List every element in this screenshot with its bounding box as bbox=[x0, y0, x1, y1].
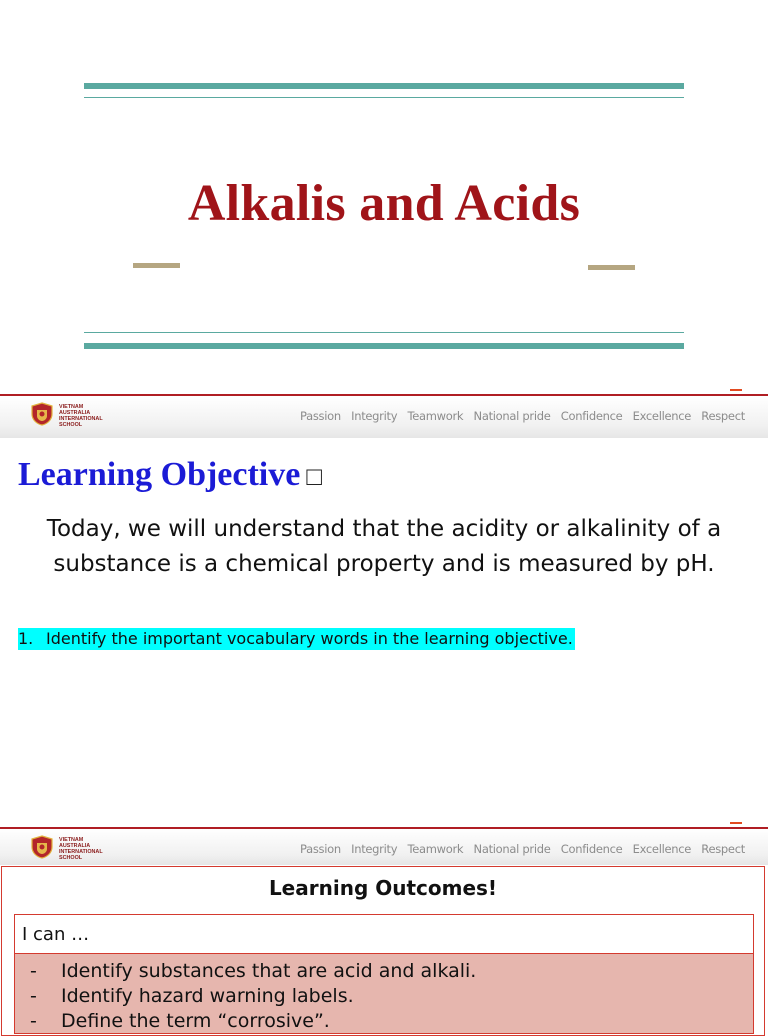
bottom-thick-rule bbox=[84, 343, 684, 349]
school-name-line: VIETNAM bbox=[59, 837, 84, 843]
task-number: 1. bbox=[18, 629, 34, 648]
value-respect: Respect bbox=[701, 409, 745, 423]
value-national-pride: National pride bbox=[473, 409, 551, 423]
learning-outcomes-heading: Learning Outcomes! bbox=[268, 876, 498, 900]
list-dash: - bbox=[30, 1010, 37, 1032]
value-integrity: Integrity bbox=[351, 409, 398, 423]
school-crest-logo bbox=[30, 402, 54, 426]
school-name-line: AUSTRALIA bbox=[59, 410, 91, 416]
school-name bbox=[59, 837, 119, 861]
value-passion: Passion bbox=[300, 409, 341, 423]
value-excellence: Excellence bbox=[632, 409, 692, 423]
objective-line: Today, we will understand that the acidity or alkalinity of a bbox=[46, 516, 722, 542]
learning-objective-text bbox=[20, 512, 748, 582]
task-text: Identify the important vocabulary words in the learning objective. bbox=[46, 629, 573, 648]
outcome-text: Identify hazard warning labels. bbox=[61, 985, 354, 1007]
task-item bbox=[18, 628, 575, 650]
value-teamwork: Teamwork bbox=[407, 409, 464, 423]
school-crest-logo bbox=[30, 835, 54, 859]
school-name-line: AUSTRALIA bbox=[59, 843, 91, 849]
school-values bbox=[300, 842, 745, 856]
school-name-line: INTERNATIONAL bbox=[59, 416, 103, 422]
list-dash: - bbox=[30, 985, 37, 1007]
top-thick-rule bbox=[84, 83, 684, 89]
slide-title: Alkalis and Acids bbox=[187, 175, 581, 232]
objective-line: substance is a chemical property and is measured by pH. bbox=[53, 551, 715, 577]
header-accent-tick bbox=[730, 822, 742, 824]
header-accent-tick bbox=[730, 389, 742, 391]
left-gold-dash bbox=[133, 263, 180, 268]
i-can-box bbox=[14, 914, 754, 954]
school-name-line: SCHOOL bbox=[59, 855, 83, 861]
value-integrity: Integrity bbox=[351, 842, 398, 856]
list-item bbox=[30, 960, 476, 985]
value-national-pride: National pride bbox=[473, 842, 551, 856]
list-item bbox=[30, 985, 476, 1010]
value-confidence: Confidence bbox=[560, 842, 623, 856]
outcome-text: Identify substances that are acid and alkali. bbox=[61, 960, 477, 982]
school-name bbox=[59, 404, 119, 428]
value-excellence: Excellence bbox=[632, 842, 692, 856]
list-item bbox=[30, 1010, 476, 1035]
value-passion: Passion bbox=[300, 842, 341, 856]
school-name-line: SCHOOL bbox=[59, 422, 83, 428]
school-values bbox=[300, 409, 745, 423]
school-name-line: VIETNAM bbox=[59, 404, 84, 410]
bottom-thin-rule bbox=[84, 332, 684, 333]
learning-objective-heading-text: Learning Objective bbox=[18, 456, 301, 493]
i-can-label: I can … bbox=[22, 924, 90, 945]
value-confidence: Confidence bbox=[560, 409, 623, 423]
placeholder-glyph: □ bbox=[306, 462, 323, 491]
right-gold-dash bbox=[588, 265, 635, 270]
top-thin-rule bbox=[84, 97, 684, 98]
school-name-line: INTERNATIONAL bbox=[59, 849, 103, 855]
outcome-text: Define the term “corrosive”. bbox=[61, 1010, 330, 1032]
value-respect: Respect bbox=[701, 842, 745, 856]
list-dash: - bbox=[30, 960, 37, 982]
value-teamwork: Teamwork bbox=[407, 842, 464, 856]
learning-objective-heading bbox=[18, 456, 322, 494]
